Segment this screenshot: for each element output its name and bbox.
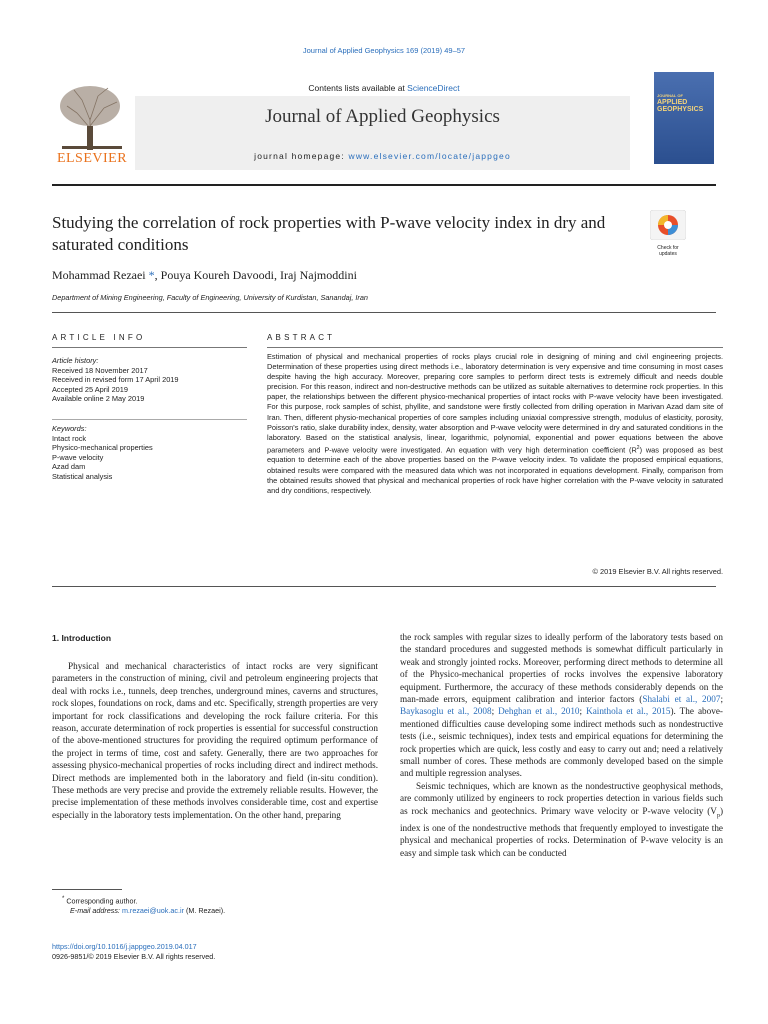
doi-block [52, 942, 215, 962]
ref-kainthola[interactable]: Kainthola et al., 2015 [586, 706, 671, 717]
contents-prefix: Contents lists available at [308, 83, 408, 93]
abstract-bottom-rule [52, 586, 716, 587]
para3-text-b: ) index is one of the nondestructive methods that frequently employed to investigate the physical and mechanical properties of rocks. Determination of P-wave velocity is an easy and simple task which can be conducted [400, 805, 723, 858]
article-history [52, 356, 247, 404]
intro-paragraph-2 [400, 631, 723, 780]
intro-paragraph-1: Physical and mechanical characteristics of intact rocks are very significant parameters in the construction of mining, civil and petroleum engineering projects that deal with rocks i.e., tunnels, deep trenches, underground mines, caverns and structures, rock slopes, foundations on rock, dams and etc. Specifically, strength properties are very important for rock classifications and developing the rock failure criteria. For this reason, accurate determination of rock properties is essential for successful construction of the above-mentioned structures for providing the required optimum performance of the project in terms of time, cost and safety. Generally, there are two approaches for assessing physico-mechanical properties of rocks including direct and indirect methods. Direct methods are implemented both in the laboratory and field (in-situ condition). These methods are very precise and provide the extremely reliable results. However, the precise implementation of these methods involves considerable time, cost and expertise especially in the laboratory tests implementation. On the other hand, preparing [52, 661, 378, 820]
author-list [52, 268, 357, 283]
abstract-heading: ABSTRACT [267, 333, 336, 342]
crossmark-label: Check for updates [657, 245, 679, 257]
journal-cover-image [654, 72, 714, 164]
keyword-item: Statistical analysis [52, 471, 113, 481]
abstract-rule [267, 347, 723, 348]
history-label: Article history: [52, 356, 99, 365]
ref-separator: ; [579, 706, 587, 717]
footnote [52, 894, 225, 916]
paper-title: Studying the correlation of rock properties with P-wave velocity index in dry and saturated conditions [52, 213, 606, 254]
keywords-rule [52, 419, 247, 420]
abstract-part-2: ) was proposed as best equation to determine each of the above properties based on the P-wave velocity index. To validate the proposed empirical equations, obtained results were compared with the measured data which was not incorporated in equations development. Finally, comparison from the obtained results showed that physical and mechanical properties of rock have higher correlation with the P-wave velocity in saturated and dry conditions, respectively. [267, 445, 723, 495]
cover-line-3: GEOPHYSICS [657, 106, 704, 113]
affiliation-rule [52, 312, 716, 313]
author-rest: , Pouya Koureh Davoodi, Iraj Najmoddini [154, 268, 357, 282]
corresponding-label: Corresponding author. [66, 896, 138, 906]
ref-shalabi[interactable]: Shalabi et al., 2007 [642, 694, 721, 705]
email-link[interactable]: m.rezaei@uok.ac.ir [121, 906, 184, 916]
abstract-copyright: © 2019 Elsevier B.V. All rights reserved. [592, 567, 723, 576]
keywords-label: Keywords: [52, 424, 87, 433]
doi-link[interactable]: https://doi.org/10.1016/j.jappgeo.2019.04.017 [52, 942, 197, 951]
journal-homepage [135, 151, 630, 161]
history-item: Received in revised form 17 April 2019 [52, 375, 179, 385]
keywords [52, 424, 247, 482]
para2-text-a: the rock samples with regular sizes to ideally perform of the laboratory tests based on the standard procedures and suggested methods is somewhat difficult particularly in weak and strongly jointed rocks. Moreover, performing direct methods to determine all of the Physico-mechanical properties of rocks involves the expensive laboratory equipment. Furthermore, the accuracy of these methods considerably depends on the man-made errors, equipment calibration and interior factors ( [400, 632, 723, 705]
journal-cover-title [657, 92, 713, 113]
journal-title: Journal of Applied Geophysics [265, 106, 500, 127]
keyword-item: Physico-mechanical properties [52, 443, 153, 453]
email-label: E-mail address: [70, 906, 122, 916]
vp-subscript: p [716, 812, 720, 819]
author-first: Mohammad Rezaei [52, 268, 149, 282]
email-suffix: (M. Rezaei). [183, 906, 226, 916]
email-line [70, 906, 225, 916]
crossmark-icon [650, 210, 686, 240]
intro-paragraph-3 [400, 780, 723, 859]
corresponding-note [52, 894, 225, 906]
cover-line-2: APPLIED [657, 99, 688, 106]
ref-separator: ; [491, 706, 499, 717]
footnote-marker: * [62, 896, 65, 902]
article-info-heading: ARTICLE INFO [52, 333, 146, 342]
abstract-sup: 2 [636, 444, 640, 451]
homepage-link[interactable]: www.elsevier.com/locate/jappgeo [348, 151, 511, 161]
introduction-heading: 1. Introduction [52, 633, 112, 643]
journal-reference-link[interactable]: Journal of Applied Geophysics 169 (2019) 49–57 [302, 46, 466, 55]
homepage-prefix: journal homepage: [254, 151, 349, 161]
ref-separator: ; [720, 694, 723, 705]
sciencedirect-link[interactable]: ScienceDirect [407, 83, 460, 93]
corresponding-author-marker[interactable]: * [148, 268, 155, 282]
history-item: Available online 2 May 2019 [52, 394, 145, 404]
keyword-item: Intact rock [52, 433, 87, 443]
ref-dehghan[interactable]: Dehghan et al., 2010 [498, 706, 580, 717]
para3-text-a: Seismic techniques, which are known as the nondestructive geophysical methods, are commonly utilized by engineers to rock properties detection in various fields such as rock mechanics and geotechnics. Primary wave velocity or P-wave velocity (V [400, 780, 723, 816]
keyword-item: Azad dam [52, 462, 86, 472]
abstract-part-1: Estimation of physical and mechanical properties of rocks plays crucial role in designing of mining and civil engineering projects. Determination of these properties using direct methods i.e., laboratory determination is very expensive and time consuming in most cases despite having the high accuracy. Moreover, preparing core samples to perform direct tests is extremely difficult and needs double precision. For this reason, indirect and non-destructive methods can be utilized as suitable alternatives to determine rock properties. In this paper, the relationships between the different physico-mechanical properties of intact rocks with P-wave velocity have been investigated. For this purpose, rock samples of schist, phyllite, and sandstone were firstly collected from drilling operation in Marivan Azad dam site of Iran. Then, different physio-mechanical properties of core samples including uniaxial compressive strength, modulus of elasticity, porosity, Poisson's ratio, slake durability index, density, water absorption and P-wave velocity were determined in dry and saturated conditions in the laboratory. Based on the statistical analysis, linear, logarithmic, polynomial, exponential and power equations between the above parameters and P-wave velocity were investigated. An equation with very high determination coefficient (R [267, 352, 723, 455]
history-item: Accepted 25 April 2019 [52, 384, 129, 394]
para2-text-b: ). The above-mentioned difficulties cause developing some indirect methods such as nondestructive tests (i.e., seismic techniques), index tests and empirical equations for determining the rock properties which are quick, less costly and easy to carry out and; need a relatively small number of cores. These methods are commonly developed based on the simple and multiple regression analyses. [400, 706, 723, 779]
keyword-item: P-wave velocity [52, 452, 104, 462]
issn-line: 0926-9851/© 2019 Elsevier B.V. All rights reserved. [52, 952, 216, 961]
info-rule [52, 347, 247, 348]
abstract-text [267, 352, 723, 496]
right-column [400, 631, 723, 859]
crossmark-badge[interactable] [650, 210, 686, 257]
left-column [52, 660, 378, 821]
header-rule [52, 184, 716, 186]
cover-line-1: JOURNAL OF [657, 93, 683, 98]
history-item: Received 18 November 2017 [52, 365, 148, 375]
elsevier-wordmark: ELSEVIER [56, 151, 128, 166]
footnote-rule [52, 889, 122, 890]
affiliation: Department of Mining Engineering, Faculty of Engineering, University of Kurdistan, Sanandaj, Iran [52, 293, 368, 302]
ref-baykasoglu[interactable]: Baykasoglu et al., 2008 [400, 706, 492, 717]
